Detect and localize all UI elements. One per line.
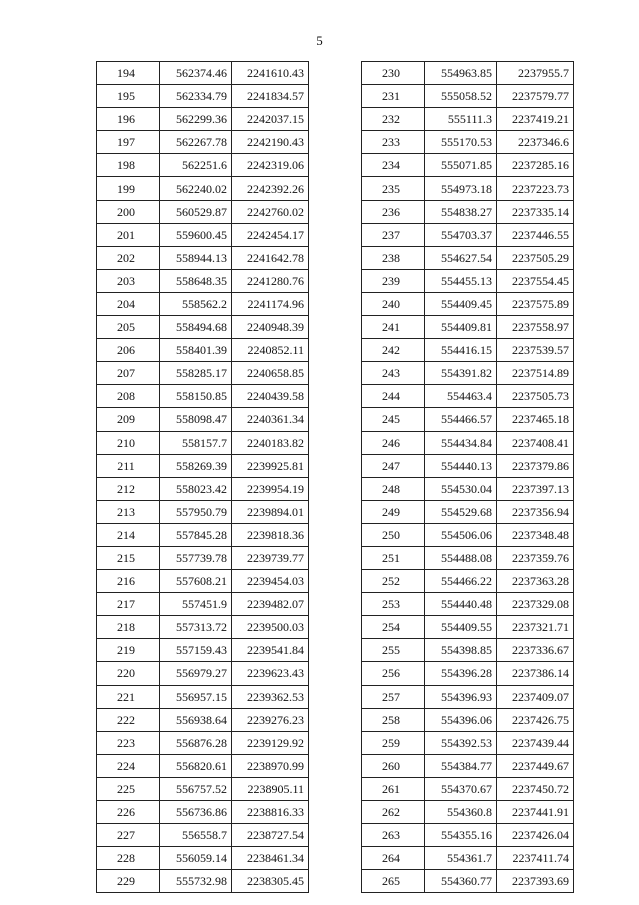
x-coordinate-cell: 554398.85 (425, 639, 497, 662)
table-row (97, 847, 309, 870)
table-row (97, 316, 309, 339)
x-coordinate-cell: 554396.06 (425, 708, 497, 731)
table-row (362, 616, 574, 639)
x-coordinate-cell: 554409.45 (425, 292, 497, 315)
y-coordinate-cell: 2239454.03 (232, 570, 309, 593)
point-number-cell: 196 (97, 108, 160, 131)
x-coordinate-cell: 556558.7 (160, 824, 232, 847)
y-coordinate-cell: 2237450.72 (497, 777, 574, 800)
point-number-cell: 253 (362, 593, 425, 616)
table-row (362, 662, 574, 685)
y-coordinate-cell: 2240852.11 (232, 339, 309, 362)
x-coordinate-cell: 556957.15 (160, 685, 232, 708)
y-coordinate-cell: 2239129.92 (232, 731, 309, 754)
point-number-cell: 236 (362, 200, 425, 223)
table-row (362, 801, 574, 824)
table-row (97, 246, 309, 269)
x-coordinate-cell: 554440.48 (425, 593, 497, 616)
table-row (97, 477, 309, 500)
x-coordinate-cell: 557845.28 (160, 523, 232, 546)
y-coordinate-cell: 2237419.21 (497, 108, 574, 131)
point-number-cell: 262 (362, 801, 425, 824)
x-coordinate-cell: 556059.14 (160, 847, 232, 870)
y-coordinate-cell: 2237514.89 (497, 362, 574, 385)
x-coordinate-cell: 556979.27 (160, 662, 232, 685)
x-coordinate-cell: 554440.13 (425, 454, 497, 477)
x-coordinate-cell: 554838.27 (425, 200, 497, 223)
x-coordinate-cell: 556938.64 (160, 708, 232, 731)
y-coordinate-cell: 2242454.17 (232, 223, 309, 246)
x-coordinate-cell: 555058.52 (425, 85, 497, 108)
point-number-cell: 232 (362, 108, 425, 131)
y-coordinate-cell: 2239362.53 (232, 685, 309, 708)
y-coordinate-cell: 2238305.45 (232, 870, 309, 893)
point-number-cell: 241 (362, 316, 425, 339)
table-row (97, 546, 309, 569)
point-number-cell: 224 (97, 754, 160, 777)
y-coordinate-cell: 2237465.18 (497, 408, 574, 431)
y-coordinate-cell: 2241610.43 (232, 62, 309, 85)
point-number-cell: 256 (362, 662, 425, 685)
point-number-cell: 207 (97, 362, 160, 385)
point-number-cell: 249 (362, 500, 425, 523)
y-coordinate-cell: 2237409.07 (497, 685, 574, 708)
y-coordinate-cell: 2239925.81 (232, 454, 309, 477)
y-coordinate-cell: 2237955.7 (497, 62, 574, 85)
x-coordinate-cell: 554530.04 (425, 477, 497, 500)
y-coordinate-cell: 2241642.78 (232, 246, 309, 269)
x-coordinate-cell: 554391.82 (425, 362, 497, 385)
x-coordinate-cell: 556736.86 (160, 801, 232, 824)
point-number-cell: 202 (97, 246, 160, 269)
x-coordinate-cell: 559600.45 (160, 223, 232, 246)
point-number-cell: 217 (97, 593, 160, 616)
x-coordinate-cell: 554463.4 (425, 385, 497, 408)
table-row (97, 85, 309, 108)
x-coordinate-cell: 554466.57 (425, 408, 497, 431)
x-coordinate-cell: 554361.7 (425, 847, 497, 870)
x-coordinate-cell: 555111.3 (425, 108, 497, 131)
point-number-cell: 229 (97, 870, 160, 893)
point-number-cell: 213 (97, 500, 160, 523)
table-row (97, 62, 309, 85)
point-number-cell: 230 (362, 62, 425, 85)
table-row (362, 131, 574, 154)
point-number-cell: 226 (97, 801, 160, 824)
table-row (97, 870, 309, 893)
y-coordinate-cell: 2240948.39 (232, 316, 309, 339)
table-row (97, 108, 309, 131)
x-coordinate-cell: 558562.2 (160, 292, 232, 315)
table-row (362, 870, 574, 893)
y-coordinate-cell: 2239894.01 (232, 500, 309, 523)
x-coordinate-cell: 554434.84 (425, 431, 497, 454)
x-coordinate-cell: 562267.78 (160, 131, 232, 154)
y-coordinate-cell: 2237393.69 (497, 870, 574, 893)
point-number-cell: 215 (97, 546, 160, 569)
y-coordinate-cell: 2238461.34 (232, 847, 309, 870)
x-coordinate-cell: 558157.7 (160, 431, 232, 454)
table-row (97, 754, 309, 777)
y-coordinate-cell: 2242760.02 (232, 200, 309, 223)
point-number-cell: 195 (97, 85, 160, 108)
y-coordinate-cell: 2238970.99 (232, 754, 309, 777)
y-coordinate-cell: 2242319.06 (232, 154, 309, 177)
point-number-cell: 254 (362, 616, 425, 639)
table-row (97, 616, 309, 639)
x-coordinate-cell: 557950.79 (160, 500, 232, 523)
point-number-cell: 201 (97, 223, 160, 246)
point-number-cell: 243 (362, 362, 425, 385)
y-coordinate-cell: 2237505.29 (497, 246, 574, 269)
table-row (362, 685, 574, 708)
point-number-cell: 231 (362, 85, 425, 108)
point-number-cell: 209 (97, 408, 160, 431)
y-coordinate-cell: 2238905.11 (232, 777, 309, 800)
point-number-cell: 219 (97, 639, 160, 662)
y-coordinate-cell: 2239623.43 (232, 662, 309, 685)
y-coordinate-cell: 2237411.74 (497, 847, 574, 870)
table-row (362, 431, 574, 454)
table-row (362, 731, 574, 754)
x-coordinate-cell: 554355.16 (425, 824, 497, 847)
table-row (362, 62, 574, 85)
point-number-cell: 239 (362, 269, 425, 292)
point-number-cell: 255 (362, 639, 425, 662)
table-row (362, 639, 574, 662)
x-coordinate-cell: 556876.28 (160, 731, 232, 754)
table-row (97, 154, 309, 177)
point-number-cell: 198 (97, 154, 160, 177)
point-number-cell: 197 (97, 131, 160, 154)
table-row (97, 824, 309, 847)
y-coordinate-cell: 2237348.48 (497, 523, 574, 546)
y-coordinate-cell: 2237446.55 (497, 223, 574, 246)
table-row (362, 477, 574, 500)
point-number-cell: 257 (362, 685, 425, 708)
x-coordinate-cell: 557313.72 (160, 616, 232, 639)
x-coordinate-cell: 562240.02 (160, 177, 232, 200)
y-coordinate-cell: 2238727.54 (232, 824, 309, 847)
y-coordinate-cell: 2237346.6 (497, 131, 574, 154)
y-coordinate-cell: 2237426.04 (497, 824, 574, 847)
point-number-cell: 205 (97, 316, 160, 339)
x-coordinate-cell: 558944.13 (160, 246, 232, 269)
point-number-cell: 247 (362, 454, 425, 477)
x-coordinate-cell: 554370.67 (425, 777, 497, 800)
table-row (362, 824, 574, 847)
table-row (362, 269, 574, 292)
x-coordinate-cell: 554409.81 (425, 316, 497, 339)
x-coordinate-cell: 554488.08 (425, 546, 497, 569)
point-number-cell: 194 (97, 62, 160, 85)
y-coordinate-cell: 2241834.57 (232, 85, 309, 108)
x-coordinate-cell: 555071.85 (425, 154, 497, 177)
table-row (97, 177, 309, 200)
point-number-cell: 211 (97, 454, 160, 477)
x-coordinate-cell: 554409.55 (425, 616, 497, 639)
x-coordinate-cell: 557451.9 (160, 593, 232, 616)
point-number-cell: 251 (362, 546, 425, 569)
table-row (97, 593, 309, 616)
table-row (362, 292, 574, 315)
y-coordinate-cell: 2241280.76 (232, 269, 309, 292)
x-coordinate-cell: 554360.8 (425, 801, 497, 824)
x-coordinate-cell: 554360.77 (425, 870, 497, 893)
x-coordinate-cell: 562251.6 (160, 154, 232, 177)
point-number-cell: 212 (97, 477, 160, 500)
y-coordinate-cell: 2239482.07 (232, 593, 309, 616)
point-number-cell: 260 (362, 754, 425, 777)
y-coordinate-cell: 2240658.85 (232, 362, 309, 385)
table-row (362, 523, 574, 546)
point-number-cell: 200 (97, 200, 160, 223)
table-row (97, 223, 309, 246)
y-coordinate-cell: 2237554.45 (497, 269, 574, 292)
y-coordinate-cell: 2237408.41 (497, 431, 574, 454)
table-row (97, 131, 309, 154)
table-row (97, 500, 309, 523)
table-row (362, 177, 574, 200)
point-number-cell: 259 (362, 731, 425, 754)
table-row (362, 385, 574, 408)
table-row (362, 223, 574, 246)
y-coordinate-cell: 2242392.26 (232, 177, 309, 200)
point-number-cell: 206 (97, 339, 160, 362)
point-number-cell: 263 (362, 824, 425, 847)
table-row (362, 847, 574, 870)
table-row (362, 500, 574, 523)
point-number-cell: 250 (362, 523, 425, 546)
table-row (362, 777, 574, 800)
point-number-cell: 240 (362, 292, 425, 315)
x-coordinate-cell: 556757.52 (160, 777, 232, 800)
y-coordinate-cell: 2239818.36 (232, 523, 309, 546)
page-number: 5 (316, 33, 323, 48)
x-coordinate-cell: 558269.39 (160, 454, 232, 477)
y-coordinate-cell: 2237397.13 (497, 477, 574, 500)
y-coordinate-cell: 2237386.14 (497, 662, 574, 685)
y-coordinate-cell: 2237379.86 (497, 454, 574, 477)
table-row (97, 431, 309, 454)
table-row (97, 339, 309, 362)
point-number-cell: 199 (97, 177, 160, 200)
y-coordinate-cell: 2239954.19 (232, 477, 309, 500)
y-coordinate-cell: 2237505.73 (497, 385, 574, 408)
x-coordinate-cell: 562334.79 (160, 85, 232, 108)
table-row (362, 408, 574, 431)
point-number-cell: 248 (362, 477, 425, 500)
point-number-cell: 228 (97, 847, 160, 870)
x-coordinate-cell: 558648.35 (160, 269, 232, 292)
x-coordinate-cell: 562374.46 (160, 62, 232, 85)
point-number-cell: 216 (97, 570, 160, 593)
x-coordinate-cell: 554963.85 (425, 62, 497, 85)
y-coordinate-cell: 2237335.14 (497, 200, 574, 223)
point-number-cell: 261 (362, 777, 425, 800)
y-coordinate-cell: 2241174.96 (232, 292, 309, 315)
y-coordinate-cell: 2237336.67 (497, 639, 574, 662)
point-number-cell: 225 (97, 777, 160, 800)
y-coordinate-cell: 2237539.57 (497, 339, 574, 362)
x-coordinate-cell: 558150.85 (160, 385, 232, 408)
table-row (362, 362, 574, 385)
point-number-cell: 221 (97, 685, 160, 708)
y-coordinate-cell: 2237575.89 (497, 292, 574, 315)
x-coordinate-cell: 554973.18 (425, 177, 497, 200)
x-coordinate-cell: 558023.42 (160, 477, 232, 500)
table-row (97, 685, 309, 708)
y-coordinate-cell: 2237321.71 (497, 616, 574, 639)
y-coordinate-cell: 2237223.73 (497, 177, 574, 200)
y-coordinate-cell: 2239500.03 (232, 616, 309, 639)
y-coordinate-cell: 2237441.91 (497, 801, 574, 824)
table-row (362, 316, 574, 339)
x-coordinate-cell: 554466.22 (425, 570, 497, 593)
x-coordinate-cell: 554455.13 (425, 269, 497, 292)
y-coordinate-cell: 2237439.44 (497, 731, 574, 754)
table-row (362, 85, 574, 108)
point-number-cell: 233 (362, 131, 425, 154)
point-number-cell: 245 (362, 408, 425, 431)
x-coordinate-cell: 554416.15 (425, 339, 497, 362)
y-coordinate-cell: 2239276.23 (232, 708, 309, 731)
point-number-cell: 218 (97, 616, 160, 639)
x-coordinate-cell: 562299.36 (160, 108, 232, 131)
x-coordinate-cell: 555170.53 (425, 131, 497, 154)
table-row (97, 408, 309, 431)
x-coordinate-cell: 554384.77 (425, 754, 497, 777)
x-coordinate-cell: 557608.21 (160, 570, 232, 593)
table-row (97, 731, 309, 754)
x-coordinate-cell: 554627.54 (425, 246, 497, 269)
table-row (362, 546, 574, 569)
table-row (97, 777, 309, 800)
y-coordinate-cell: 2238816.33 (232, 801, 309, 824)
y-coordinate-cell: 2237359.76 (497, 546, 574, 569)
point-number-cell: 252 (362, 570, 425, 593)
point-number-cell: 242 (362, 339, 425, 362)
y-coordinate-cell: 2237579.77 (497, 85, 574, 108)
point-number-cell: 204 (97, 292, 160, 315)
y-coordinate-cell: 2237426.75 (497, 708, 574, 731)
y-coordinate-cell: 2242037.15 (232, 108, 309, 131)
table-row (362, 200, 574, 223)
x-coordinate-cell: 554529.68 (425, 500, 497, 523)
point-number-cell: 246 (362, 431, 425, 454)
table-row (362, 339, 574, 362)
y-coordinate-cell: 2242190.43 (232, 131, 309, 154)
table-row (97, 662, 309, 685)
table-row (362, 454, 574, 477)
x-coordinate-cell: 558494.68 (160, 316, 232, 339)
table-row (97, 708, 309, 731)
table-row (362, 593, 574, 616)
y-coordinate-cell: 2237363.28 (497, 570, 574, 593)
point-number-cell: 223 (97, 731, 160, 754)
y-coordinate-cell: 2239739.77 (232, 546, 309, 569)
point-number-cell: 238 (362, 246, 425, 269)
x-coordinate-cell: 560529.87 (160, 200, 232, 223)
x-coordinate-cell: 557739.78 (160, 546, 232, 569)
table-row (362, 108, 574, 131)
y-coordinate-cell: 2237356.94 (497, 500, 574, 523)
table-row (97, 362, 309, 385)
point-number-cell: 222 (97, 708, 160, 731)
x-coordinate-cell: 554506.06 (425, 523, 497, 546)
y-coordinate-cell: 2240439.58 (232, 385, 309, 408)
table-row (362, 708, 574, 731)
point-number-cell: 220 (97, 662, 160, 685)
point-number-cell: 227 (97, 824, 160, 847)
point-number-cell: 208 (97, 385, 160, 408)
point-number-cell: 258 (362, 708, 425, 731)
table-row (97, 801, 309, 824)
x-coordinate-cell: 555732.98 (160, 870, 232, 893)
table-row (97, 269, 309, 292)
x-coordinate-cell: 554392.53 (425, 731, 497, 754)
x-coordinate-cell: 556820.61 (160, 754, 232, 777)
y-coordinate-cell: 2239541.84 (232, 639, 309, 662)
y-coordinate-cell: 2237329.08 (497, 593, 574, 616)
point-number-cell: 234 (362, 154, 425, 177)
x-coordinate-cell: 558098.47 (160, 408, 232, 431)
x-coordinate-cell: 554396.28 (425, 662, 497, 685)
point-number-cell: 264 (362, 847, 425, 870)
table-row (362, 570, 574, 593)
y-coordinate-cell: 2240361.34 (232, 408, 309, 431)
x-coordinate-cell: 554703.37 (425, 223, 497, 246)
y-coordinate-cell: 2237558.97 (497, 316, 574, 339)
point-number-cell: 235 (362, 177, 425, 200)
point-number-cell: 244 (362, 385, 425, 408)
table-row (362, 246, 574, 269)
table-row (362, 154, 574, 177)
point-number-cell: 265 (362, 870, 425, 893)
x-coordinate-cell: 554396.93 (425, 685, 497, 708)
coordinates-table-left (96, 61, 309, 893)
x-coordinate-cell: 558401.39 (160, 339, 232, 362)
y-coordinate-cell: 2237449.67 (497, 754, 574, 777)
table-row (362, 754, 574, 777)
table-row (97, 454, 309, 477)
table-row (97, 570, 309, 593)
coordinates-table-right (361, 61, 574, 893)
x-coordinate-cell: 558285.17 (160, 362, 232, 385)
table-row (97, 523, 309, 546)
table-row (97, 385, 309, 408)
y-coordinate-cell: 2237285.16 (497, 154, 574, 177)
x-coordinate-cell: 557159.43 (160, 639, 232, 662)
point-number-cell: 203 (97, 269, 160, 292)
table-row (97, 200, 309, 223)
y-coordinate-cell: 2240183.82 (232, 431, 309, 454)
point-number-cell: 210 (97, 431, 160, 454)
point-number-cell: 214 (97, 523, 160, 546)
table-row (97, 292, 309, 315)
table-row (97, 639, 309, 662)
point-number-cell: 237 (362, 223, 425, 246)
